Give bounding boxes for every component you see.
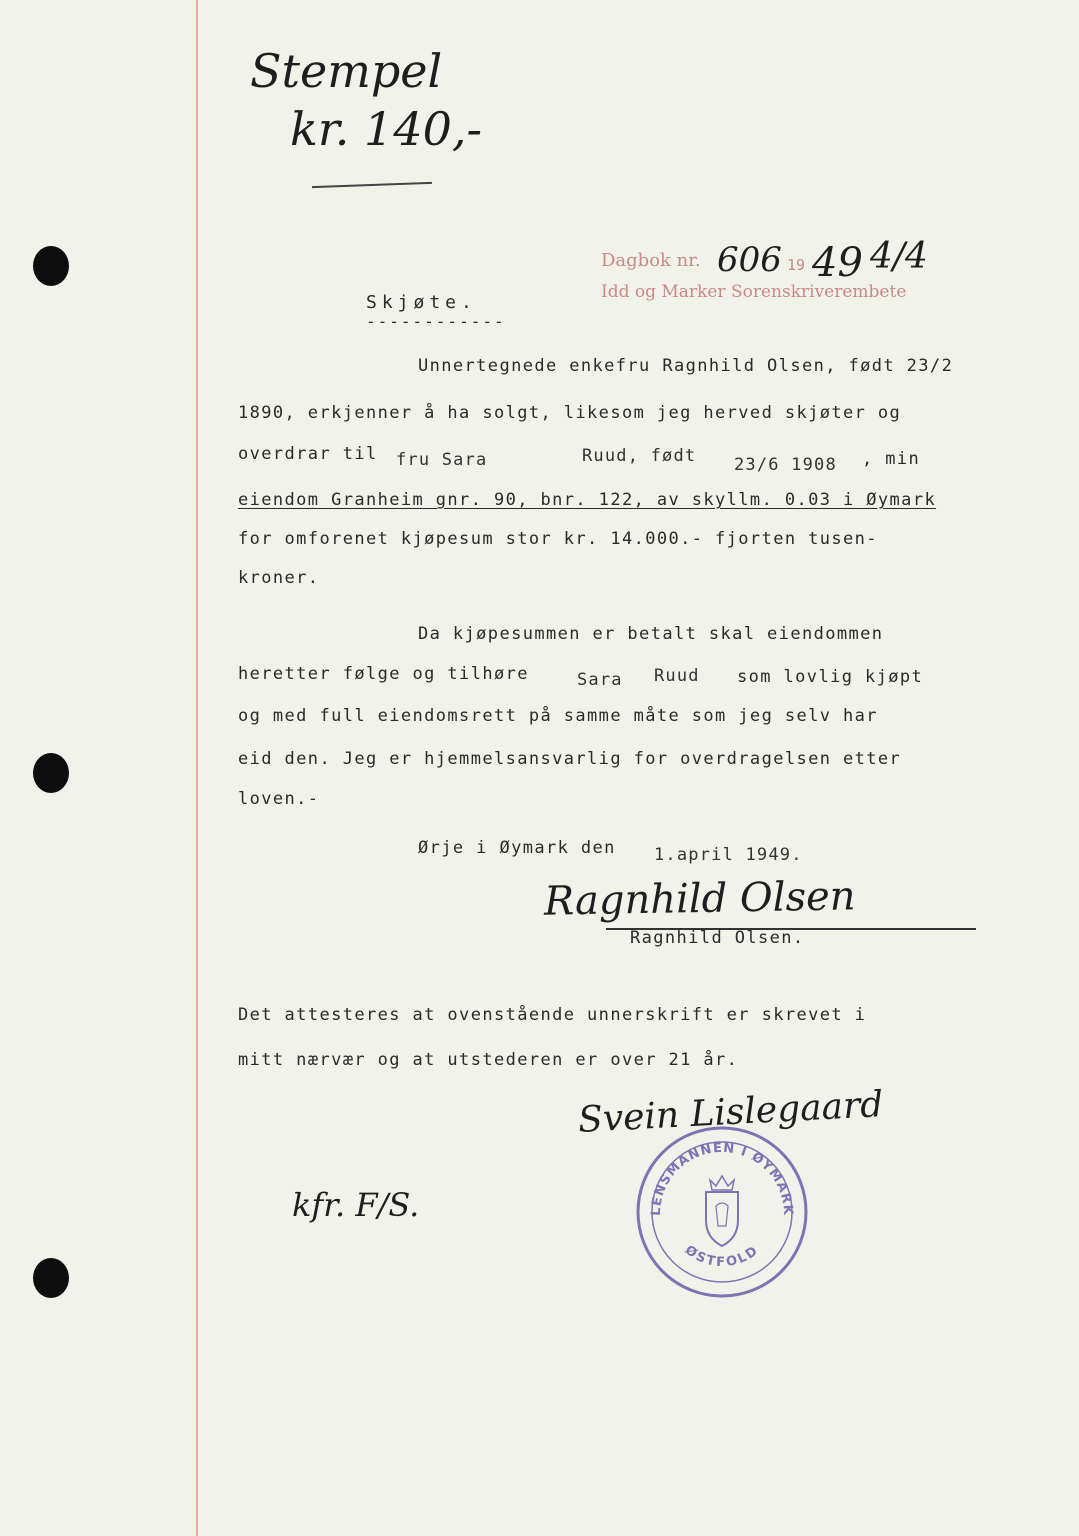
margin-rule	[196, 0, 198, 1536]
place-line: Ørje i Øymark den	[418, 838, 616, 858]
body-line: Unnertegnede enkefru Ragnhild Olsen, født 23/2	[418, 356, 954, 376]
diary-stamp-office: Idd og Marker Sorenskriverembete	[601, 282, 907, 302]
coat-of-arms-icon	[706, 1176, 738, 1246]
title-rule: ------------	[366, 312, 506, 331]
body-line: eid den. Jeg er hjemmelsansvarlig for overdragelsen etter	[238, 749, 902, 769]
seller-typed-name: Ragnhild Olsen.	[630, 928, 805, 948]
signing-date: 1.april 1949.	[654, 845, 803, 865]
attestation-line: mitt nærvær og at utstederen er over 21 år.	[238, 1050, 739, 1070]
diary-number: 606	[717, 240, 782, 280]
diary-date: 4/4	[870, 236, 928, 277]
copy-initials: kfr. F/S.	[292, 1186, 420, 1224]
body-line: kroner.	[238, 568, 320, 588]
body-line: for omforenet kjøpesum stor kr. 14.000.- fjorten tusen-	[238, 529, 878, 549]
seller-signature: Ragnhild Olsen	[543, 873, 856, 925]
body-line-tail: som lovlig kjøpt	[737, 667, 924, 687]
annotation-underline	[312, 182, 432, 188]
stamp-fee-annotation-line2: kr. 140,-	[290, 102, 483, 156]
body-line: 1890, erkjenner å ha solgt, likesom jeg herved skjøter og	[238, 403, 902, 423]
punch-hole	[33, 246, 69, 286]
body-line: Da kjøpesummen er betalt skal eiendommen	[418, 624, 884, 644]
punch-hole	[33, 753, 69, 793]
attestation-line: Det attesteres at ovenstående unnerskrift er skrevet i	[238, 1005, 867, 1025]
body-line: heretter følge og tilhøre	[238, 664, 529, 684]
buyer-name-fill-2: Sara	[577, 670, 623, 690]
sheriff-seal	[632, 1122, 812, 1302]
body-line-tail: , min	[862, 449, 921, 469]
buyer-birthdate-fill: 23/6 1908	[734, 455, 837, 475]
seal-text-bottom: ØSTFOLD	[681, 1242, 763, 1271]
body-line: overdrar til	[238, 444, 378, 464]
diary-year: 49	[812, 240, 863, 286]
body-line: og med full eiendomsrett på samme måte som jeg selv har	[238, 706, 878, 726]
body-line: loven.-	[238, 789, 320, 809]
svg-text:LENSMANNEN I ØYMARK	[649, 1141, 795, 1216]
punch-hole	[33, 1258, 69, 1298]
buyer-surname-fill-2: Ruud	[654, 666, 700, 686]
diary-year-prefix: 19	[787, 256, 806, 274]
stamp-fee-annotation-line1: Stempel	[250, 44, 443, 98]
attestation-signature: Svein Lislegaard	[577, 1084, 885, 1141]
document-title: Skjøte.	[366, 292, 477, 313]
property-line: eiendom Granheim gnr. 90, bnr. 122, av skyllm. 0.03 i Øymark	[238, 490, 937, 510]
buyer-surname-fill: Ruud, født	[582, 446, 697, 466]
diary-stamp-label: Dagbok nr.	[601, 250, 701, 271]
buyer-name-fill: fru Sara	[396, 450, 488, 470]
seal-text-top: LENSMANNEN I ØYMARK	[648, 1140, 796, 1217]
